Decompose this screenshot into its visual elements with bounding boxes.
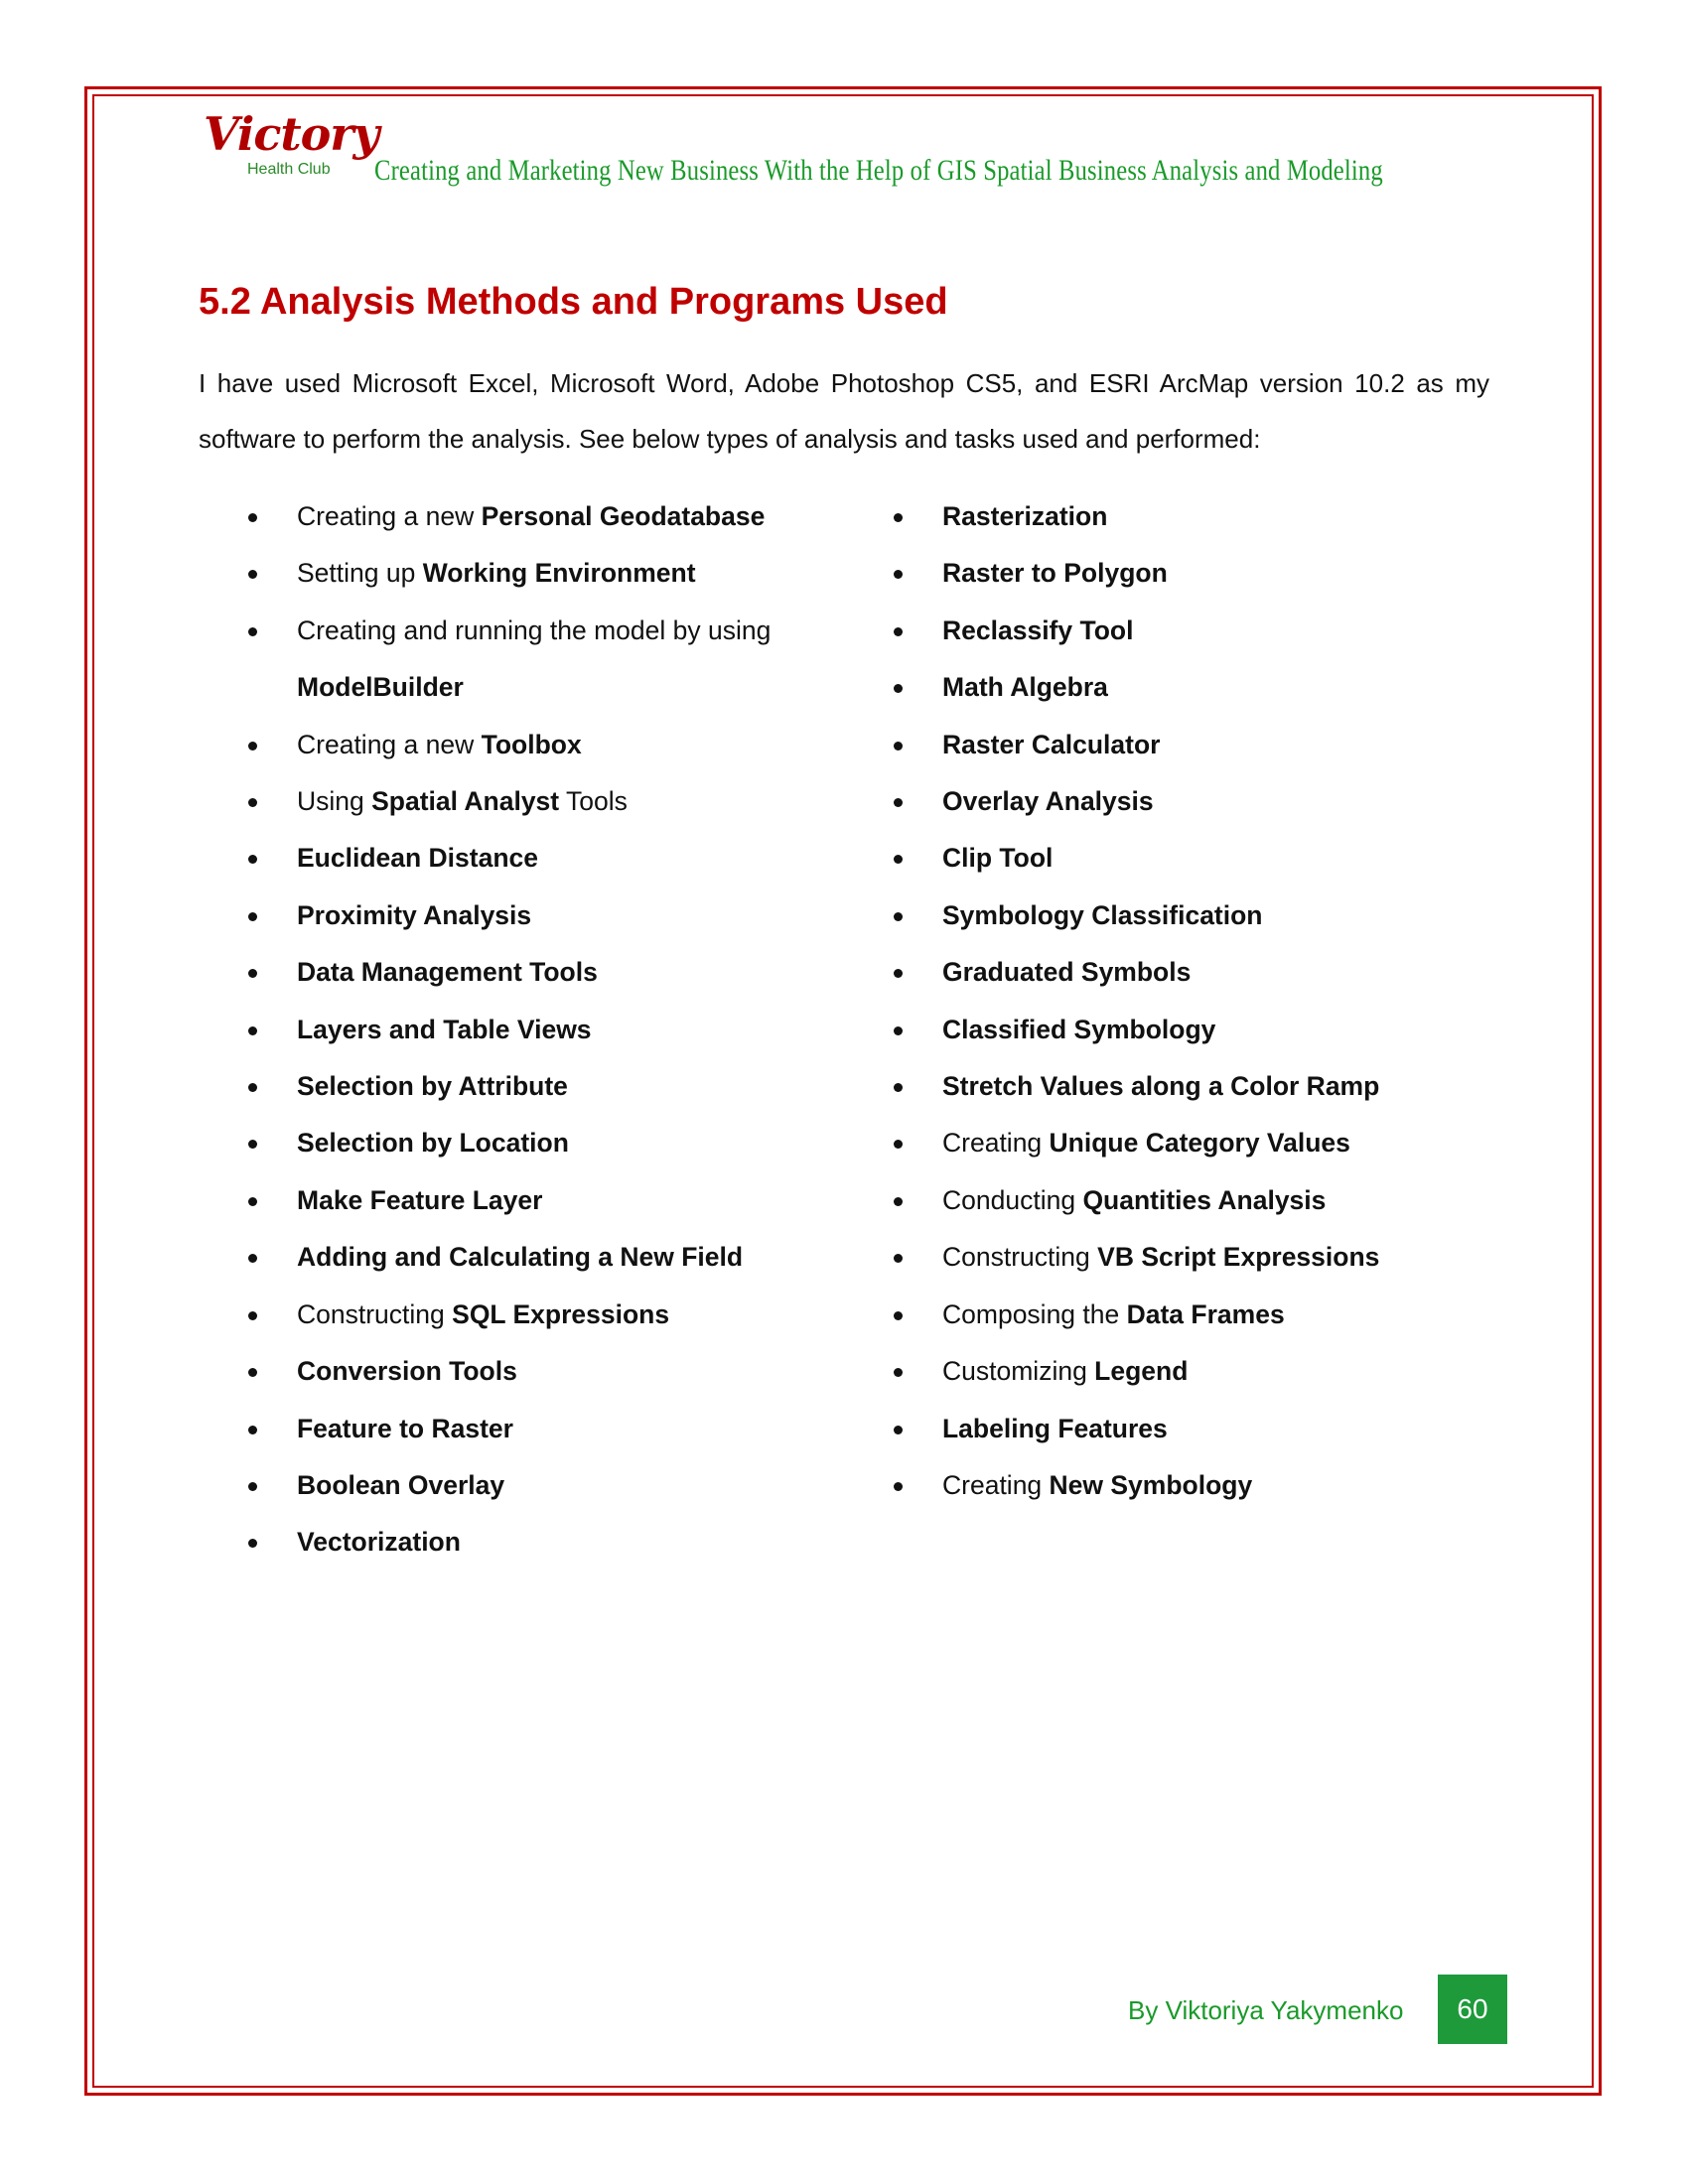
bullet-icon — [894, 1254, 903, 1263]
page-number: 60 — [1457, 1993, 1488, 2024]
list-item-pre-text: Creating a new — [297, 501, 482, 531]
list-item — [248, 603, 844, 717]
bullet-icon — [894, 627, 903, 636]
bullet-icon — [248, 1482, 257, 1491]
list-item-bold-text: Raster to Polygon — [942, 558, 1168, 589]
list-item — [248, 1457, 844, 1514]
list-item-bold-text: ModelBuilder — [297, 672, 464, 703]
list-item-bold-text: Graduated Symbols — [942, 957, 1192, 988]
list-item — [248, 1115, 844, 1171]
list-item — [894, 1287, 1450, 1343]
list-item-pre-text: Setting up — [297, 558, 423, 589]
list-item-bold-text: Working Environment — [422, 558, 696, 589]
list-item-bold-text: Conversion Tools — [297, 1356, 517, 1387]
list-item-bold-text: Data Frames — [1126, 1298, 1285, 1329]
list-item-bold-text: Selection by Location — [297, 1128, 569, 1159]
list-item — [894, 944, 1450, 1001]
list-item — [248, 830, 844, 887]
list-item — [248, 545, 844, 602]
intro-paragraph: I have used Microsoft Excel, Microsoft Word, Adobe Photoshop CS5, and ESRI ArcMap version 10.2 as my software to perform the analysis. See below types of analysis and tasks used and performed: — [199, 368, 1489, 454]
list-item — [894, 603, 1450, 659]
section-heading: 5.2 Analysis Methods and Programs Used — [199, 281, 948, 323]
list-item — [894, 1172, 1450, 1229]
list-item-bold-text: SQL Expressions — [452, 1298, 670, 1329]
bullet-icon — [894, 1368, 903, 1377]
list-item — [894, 1229, 1450, 1286]
list-item-bold-text: Adding and Calculating a New Field — [297, 1242, 744, 1273]
list-item — [248, 773, 844, 830]
list-item — [894, 1457, 1450, 1514]
list-item — [248, 488, 844, 545]
bullet-icon — [894, 912, 903, 921]
list-item-post-text: Tools — [559, 786, 628, 817]
list-item-bold-text: Vectorization — [297, 1527, 461, 1558]
list-item-bold-text: Overlay Analysis — [942, 786, 1154, 817]
list-item-bold-text: Reclassify Tool — [942, 614, 1134, 645]
bullet-icon — [894, 969, 903, 978]
list-item — [248, 944, 844, 1001]
bullet-icon — [894, 798, 903, 807]
bullet-icon — [894, 1311, 903, 1320]
list-item-pre-text: Constructing — [297, 1298, 453, 1329]
list-item-bold-text: Quantities Analysis — [1082, 1184, 1327, 1215]
list-item — [894, 545, 1450, 602]
list-item — [248, 1229, 844, 1286]
list-item-bold-text: Raster Calculator — [942, 729, 1161, 759]
analysis-list-left — [248, 488, 844, 1571]
list-item-bold-text: Data Management Tools — [297, 957, 598, 988]
bullet-icon — [894, 1026, 903, 1035]
bullet-icon — [894, 1083, 903, 1092]
list-item — [248, 1002, 844, 1058]
list-item — [248, 717, 844, 773]
bullet-icon — [248, 1254, 257, 1263]
list-item-pre-text: Creating and running the model by using — [297, 614, 772, 645]
list-item-pre-text: Creating — [942, 1128, 1050, 1159]
list-item-bold-text: Symbology Classification — [942, 899, 1263, 930]
logo-script-text: Victory — [204, 107, 379, 161]
list-item-bold-text: Boolean Overlay — [297, 1469, 505, 1500]
page-number-badge — [1438, 1975, 1507, 2044]
bullet-icon — [248, 1368, 257, 1377]
bullet-icon — [894, 1426, 903, 1434]
list-item-bold-text: Rasterization — [942, 501, 1108, 531]
list-item — [894, 488, 1450, 545]
list-item — [894, 830, 1450, 887]
list-item-bold-text: Stretch Values along a Color Ramp — [942, 1071, 1380, 1102]
bullet-icon — [894, 684, 903, 693]
list-item-bold-text: Make Feature Layer — [297, 1184, 543, 1215]
bullet-icon — [894, 742, 903, 751]
list-item-pre-text: Composing the — [942, 1298, 1127, 1329]
list-item — [894, 887, 1450, 944]
list-item-bold-text: VB Script Expressions — [1097, 1242, 1380, 1273]
list-item — [248, 1401, 844, 1457]
list-item-pre-text: Constructing — [942, 1242, 1098, 1273]
list-item — [894, 1115, 1450, 1171]
list-item-bold-text: Math Algebra — [942, 672, 1108, 703]
bullet-icon — [248, 570, 257, 579]
list-item — [894, 773, 1450, 830]
bullet-icon — [248, 798, 257, 807]
list-item-pre-text: Creating — [942, 1469, 1050, 1500]
list-item-bold-text: Spatial Analyst — [371, 786, 560, 817]
list-item — [894, 1343, 1450, 1400]
bullet-icon — [894, 855, 903, 864]
list-item-bold-text: New Symbology — [1049, 1469, 1253, 1500]
list-item — [248, 1058, 844, 1115]
list-item — [894, 1002, 1450, 1058]
list-item-pre-text: Creating a new — [297, 729, 482, 759]
list-item-bold-text: Selection by Attribute — [297, 1071, 568, 1102]
list-item-bold-text: Labeling Features — [942, 1413, 1168, 1443]
analysis-list-right — [894, 488, 1450, 1514]
list-item — [248, 1514, 844, 1570]
bullet-icon — [248, 1426, 257, 1434]
list-item-bold-text: Clip Tool — [942, 843, 1054, 874]
list-item-bold-text: Classified Symbology — [942, 1014, 1216, 1044]
bullet-icon — [248, 1140, 257, 1149]
bullet-icon — [248, 969, 257, 978]
running-header-title: Creating and Marketing New Business With the Help of GIS Spatial Business Analysis and Modeling — [374, 154, 1383, 187]
list-item-bold-text: Euclidean Distance — [297, 843, 539, 874]
victory-logo — [204, 107, 377, 187]
list-item-bold-text: Unique Category Values — [1049, 1128, 1350, 1159]
list-item — [894, 1058, 1450, 1115]
bullet-icon — [248, 627, 257, 636]
bullet-icon — [894, 1482, 903, 1491]
bullet-icon — [894, 513, 903, 522]
list-item — [894, 659, 1450, 716]
list-item-pre-text: Using — [297, 786, 372, 817]
list-item — [248, 1343, 844, 1400]
bullet-icon — [894, 1197, 903, 1206]
list-item-pre-text: Customizing — [942, 1356, 1095, 1387]
list-item-pre-text: Conducting — [942, 1184, 1083, 1215]
bullet-icon — [248, 912, 257, 921]
list-item-bold-text: Personal Geodatabase — [481, 501, 766, 531]
list-item — [248, 887, 844, 944]
bullet-icon — [248, 742, 257, 751]
bullet-icon — [248, 855, 257, 864]
bullet-icon — [248, 1026, 257, 1035]
list-item-bold-text: Proximity Analysis — [297, 899, 532, 930]
bullet-icon — [248, 1197, 257, 1206]
bullet-icon — [248, 513, 257, 522]
bullet-icon — [248, 1539, 257, 1548]
footer-author: By Viktoriya Yakymenko — [1128, 1995, 1404, 2025]
list-item-bold-text: Legend — [1094, 1356, 1189, 1387]
bullet-icon — [248, 1083, 257, 1092]
list-item — [248, 1287, 844, 1343]
list-item-bold-text: Feature to Raster — [297, 1413, 513, 1443]
list-item — [248, 1172, 844, 1229]
bullet-icon — [248, 1311, 257, 1320]
list-item — [894, 1401, 1450, 1457]
list-item — [894, 717, 1450, 773]
list-item-bold-text: Layers and Table Views — [297, 1014, 592, 1044]
list-item-bold-text: Toolbox — [481, 729, 582, 759]
logo-subtitle: Health Club — [247, 161, 331, 178]
bullet-icon — [894, 570, 903, 579]
bullet-icon — [894, 1140, 903, 1149]
